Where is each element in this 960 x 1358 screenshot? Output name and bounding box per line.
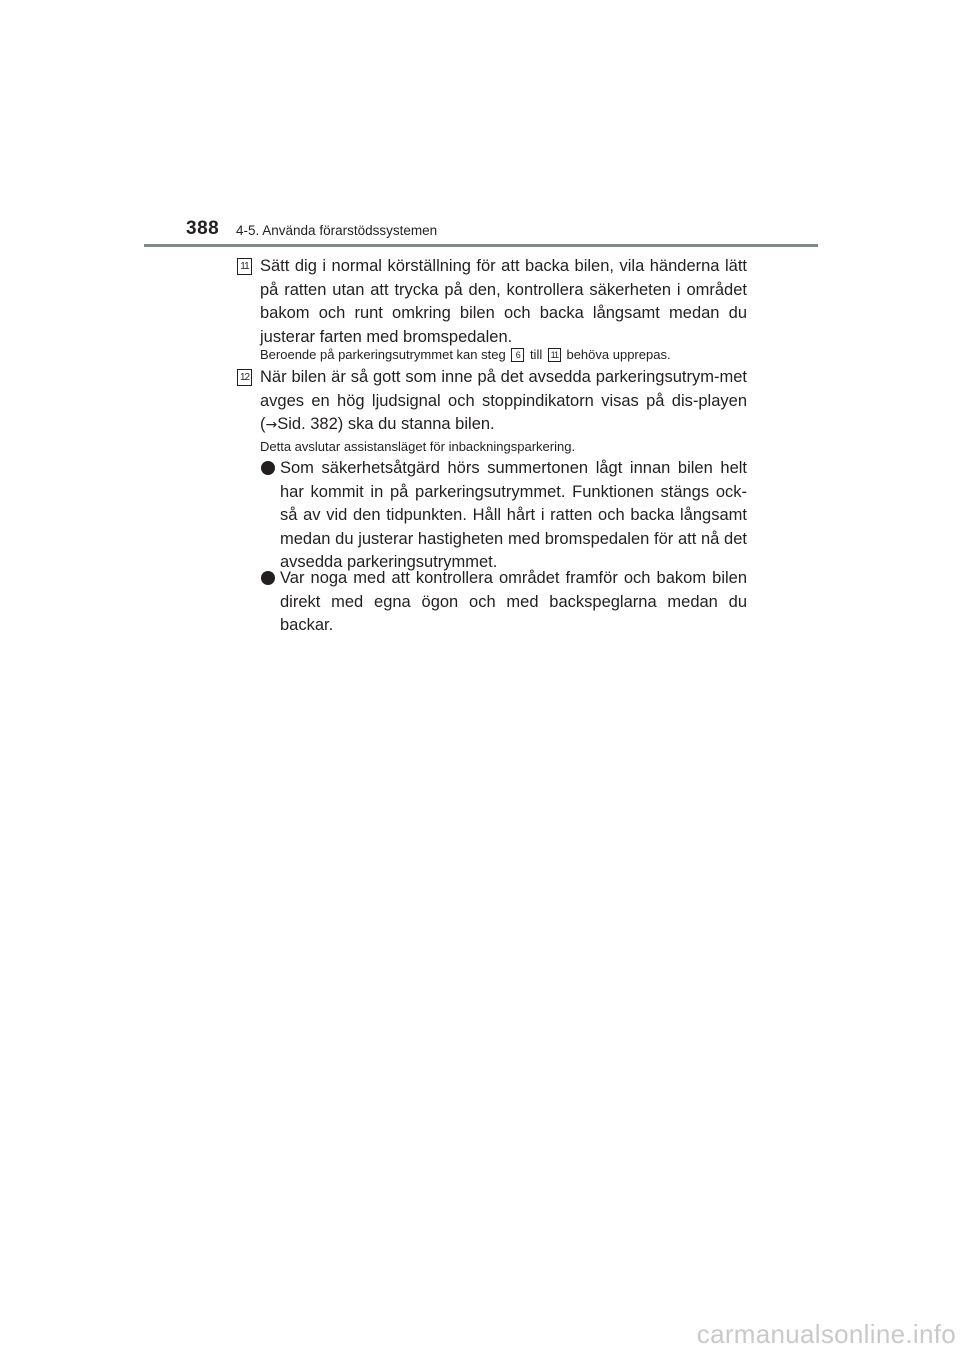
page-number: 388 — [186, 218, 220, 239]
end-mode-note: Detta avslutar assistansläget för inbackningsparkering. — [260, 439, 576, 454]
step-text-part: När bilen är så gott som inne på det avsedda parkeringsutrym-met avges en hög ljudsignal och stoppindikatorn visas på dis-playen ( — [260, 368, 747, 433]
note-text: Beroende på parkeringsutrymmet kan steg — [260, 347, 506, 362]
section-title: 4-5. Använda förarstödssystemen — [236, 223, 438, 238]
watermark: carmanualsonline.info — [696, 1319, 956, 1349]
bullet-item — [261, 457, 747, 575]
step-text — [260, 366, 747, 438]
step-ref-badge: 6 — [511, 348, 524, 362]
step-12 — [237, 366, 747, 438]
step-number-badge: 11 — [237, 258, 252, 275]
repeat-note — [260, 346, 748, 363]
step-text: Sätt dig i normal körställning för att backa bilen, vila händerna lätt på ratten utan att trycka på den, kontrollera säkerheten i området bakom och runt omkring bilen och backa långsamt medan du justerar farten med bromspedalen. — [260, 257, 747, 346]
note-text: till — [529, 347, 543, 362]
bullet-dot-icon — [261, 571, 275, 585]
arrow-right-icon: → — [265, 417, 278, 433]
header-rule — [144, 244, 818, 247]
bullet-item — [261, 567, 747, 638]
bullet-dot-icon — [261, 461, 275, 475]
step-11 — [237, 255, 747, 349]
page-reference[interactable]: Sid. 382) ska du stanna bilen. — [277, 415, 495, 433]
bullet-text: Var noga med att kontrollera området framför och bakom bilen direkt med egna ögon och med backspeglarna medan du backar. — [280, 569, 747, 634]
step-number-badge: 12 — [237, 369, 252, 386]
note-text: behöva upprepas. — [566, 347, 671, 362]
bullet-text: Som säkerhetsåtgärd hörs summertonen lågt innan bilen helt har kommit in på parkeringsutrymmet. Funktionen stängs ock-så av vid den tidpunkten. Håll hårt i ratten och backa långsamt medan du justerar hastigheten med bromspedalen för att nå det avsedda parkeringsutrymmet. — [280, 459, 747, 571]
page-header — [186, 216, 818, 246]
step-ref-badge: 11 — [548, 348, 561, 362]
